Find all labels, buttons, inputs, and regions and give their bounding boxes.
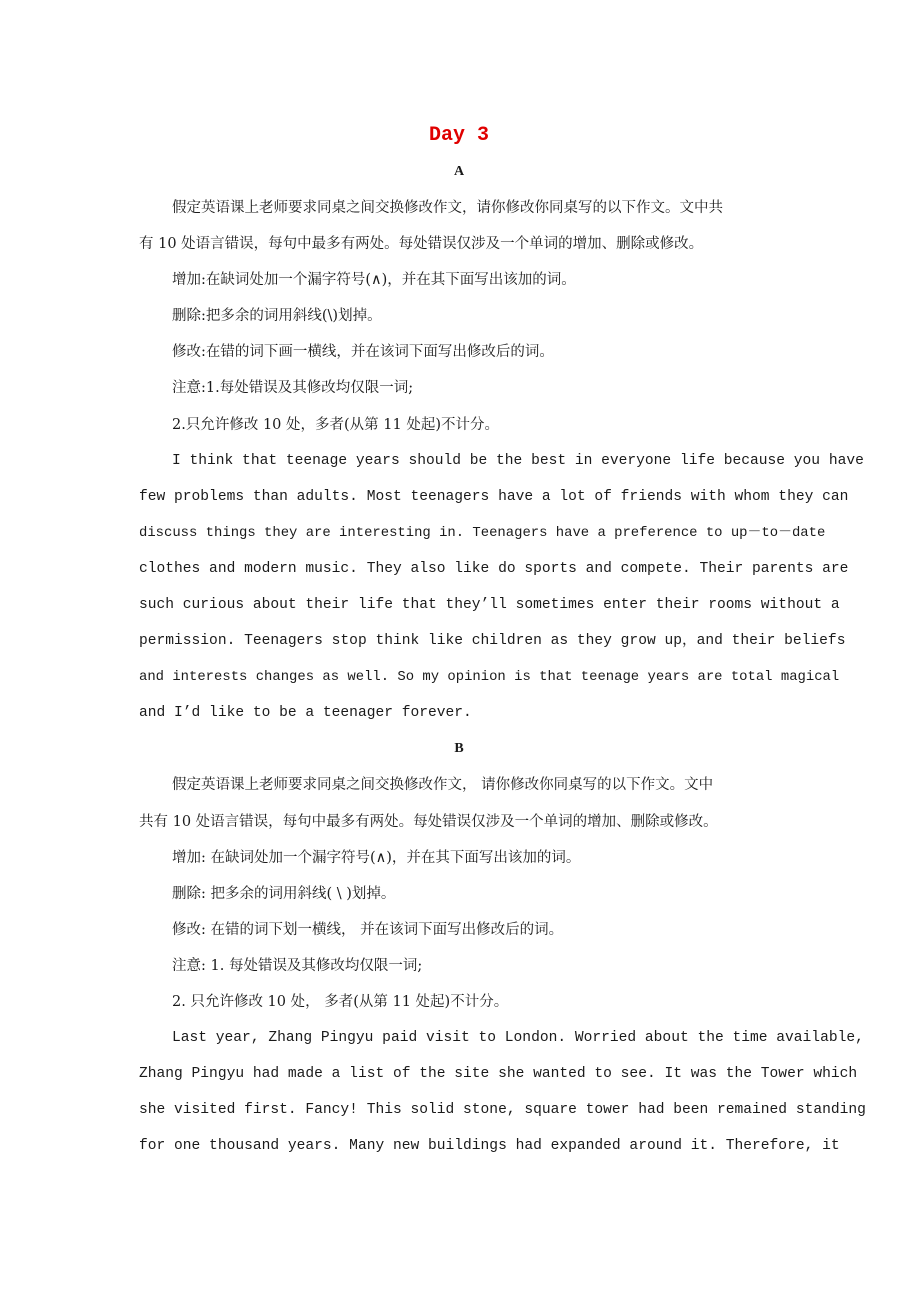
passage-line: discuss things they are interesting in. Teenagers have a preference to up－to－date — [139, 524, 826, 541]
passage-line: and interests changes as well. So my opinion is that teenage years are total magical — [139, 669, 840, 686]
instruction-line: 增加: 在缺词处加一个漏字符号(∧)，并在其下面写出该加的词。 — [172, 849, 581, 866]
document-page — [139, 118, 866, 1164]
instruction-line: 2. 只允许修改 10 处， 多者(从第 11 处起)不计分。 — [172, 993, 509, 1010]
instruction-line: 增加:在缺词处加一个漏字符号(∧)，并在其下面写出该加的词。 — [172, 272, 576, 289]
instruction-line: 注意: 1. 每处错误及其修改均仅限一词; — [172, 957, 423, 974]
passage-line: I think that teenage years should be the best in everyone life because you have — [172, 452, 864, 469]
passage-line: Last year, Zhang Pingyu paid visit to London. Worried about the time available, — [172, 1030, 864, 1047]
section-b-passage — [139, 1020, 866, 1164]
instruction-line: 删除: 把多余的词用斜线( \ )划掉。 — [172, 885, 396, 902]
section-a-label: A — [453, 164, 465, 179]
instruction-line: 修改:在错的词下画一横线，并在该词下面写出修改后的词。 — [172, 344, 554, 361]
passage-line: such curious about their life that they’ll sometimes enter their rooms without a — [139, 597, 840, 614]
page-title: Day 3 — [428, 124, 489, 147]
passage-line: for one thousand years. Many new buildings had expanded around it. Therefore, it — [139, 1138, 840, 1155]
instruction-line: 2.只允许修改 10 处，多者(从第 11 处起)不计分。 — [172, 416, 499, 433]
instruction-line: 共有 10 处语言错误，每句中最多有两处。每处错误仅涉及一个单词的增加、删除或修改。 — [139, 813, 718, 830]
instruction-line: 删除:把多余的词用斜线(\)划掉。 — [172, 308, 382, 325]
instruction-line: 有 10 处语言错误，每句中最多有两处。每处错误仅涉及一个单词的增加、删除或修改。 — [139, 236, 704, 253]
passage-line: she visited first. Fancy! This solid stone, square tower had been remained standing — [139, 1102, 866, 1119]
passage-line: and I’d like to be a teenager forever. — [139, 705, 472, 722]
instruction-line: 假定英语课上老师要求同桌之间交换修改作文，请你修改你同桌写的以下作文。文中共 — [172, 200, 723, 216]
section-b-instructions — [139, 767, 819, 1020]
section-a-instructions — [139, 190, 819, 443]
passage-line: permission. Teenagers stop think like children as they grow up，and their beliefs — [139, 633, 846, 650]
instruction-line: 修改: 在错的词下划一横线， 并在该词下面写出修改后的词。 — [172, 921, 564, 938]
instruction-line: 假定英语课上老师要求同桌之间交换修改作文， 请你修改你同桌写的以下作文。文中 — [172, 777, 714, 794]
passage-line: clothes and modern music. They also like do sports and compete. Their parents are — [139, 560, 849, 577]
passage-line: few problems than adults. Most teenagers have a lot of friends with whom they can — [139, 488, 849, 505]
section-b-label: B — [454, 741, 464, 757]
passage-line: Zhang Pingyu had made a list of the site she wanted to see. It was the Tower which — [139, 1066, 858, 1083]
instruction-line: 注意:1.每处错误及其修改均仅限一词; — [172, 380, 414, 397]
section-a-passage — [139, 443, 864, 732]
